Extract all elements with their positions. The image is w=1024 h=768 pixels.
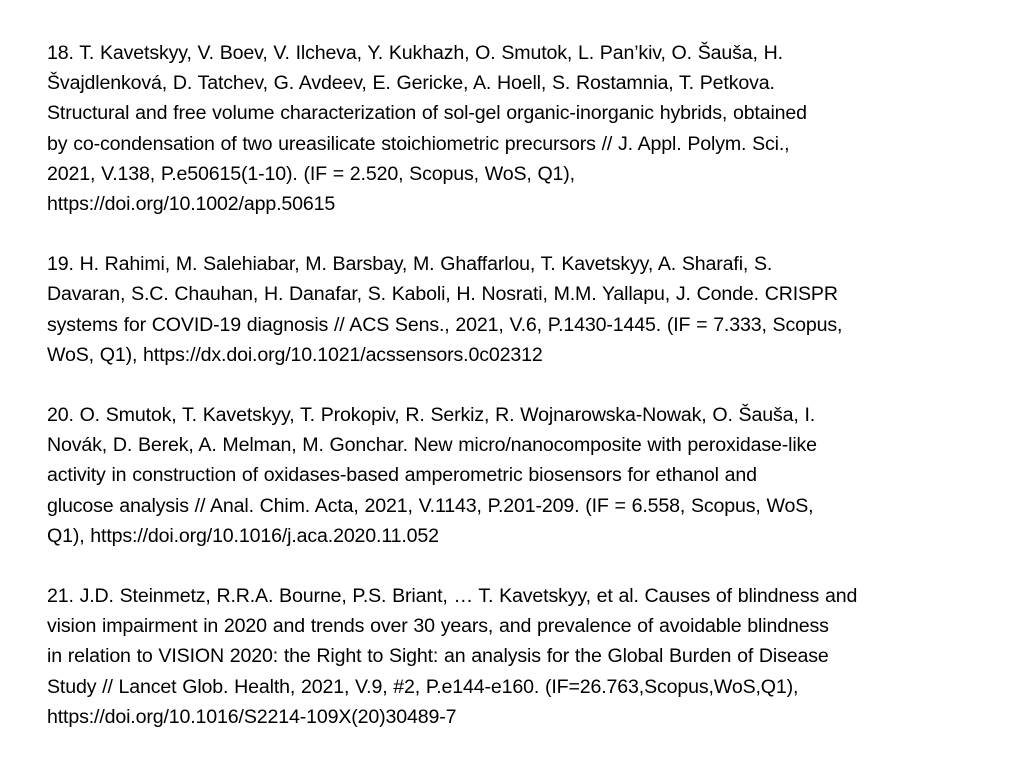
reference-line: 2021, V.138, P.e50615(1-10). (IF = 2.520, Scopus, WoS, Q1), — [47, 162, 575, 185]
reference-item-18 — [47, 38, 997, 219]
reference-line: glucose analysis // Anal. Chim. Acta, 2021, V.1143, P.201-209. (IF = 6.558, Scopus, WoS, — [47, 494, 814, 517]
reference-item-20 — [47, 400, 997, 551]
reference-line: in relation to VISION 2020: the Right to Sight: an analysis for the Global Burden of Disease — [47, 645, 829, 668]
reference-line: vision impairment in 2020 and trends over 30 years, and prevalence of avoidable blindness — [47, 615, 829, 638]
reference-line: Davaran, S.C. Chauhan, H. Danafar, S. Kaboli, H. Nosrati, M.M. Yallapu, J. Conde. CRISPR — [47, 283, 838, 306]
reference-line: systems for COVID-19 diagnosis // ACS Sens., 2021, V.6, P.1430-1445. (IF = 7.333, Scopus, — [47, 313, 843, 336]
reference-line: Study // Lancet Glob. Health, 2021, V.9, #2, P.e144-e160. (IF=26.763,Scopus,WoS,Q1), — [47, 675, 799, 698]
reference-line: Structural and free volume characterization of sol-gel organic-inorganic hybrids, obtained — [47, 102, 807, 125]
reference-item-21 — [47, 581, 997, 732]
reference-line: 19. H. Rahimi, M. Salehiabar, M. Barsbay, M. Ghaffarlou, T. Kavetskyy, A. Sharafi, S. — [47, 253, 773, 276]
reference-line: by co-condensation of two ureasilicate stoichiometric precursors // J. Appl. Polym. Sci., — [47, 132, 790, 155]
reference-doi-line: Q1), https://doi.org/10.1016/j.aca.2020.11.052 — [47, 524, 439, 547]
reference-line: 20. O. Smutok, T. Kavetskyy, T. Prokopiv, R. Serkiz, R. Wojnarowska-Nowak, O. Šauša, I. — [47, 404, 816, 427]
reference-doi-line: https://doi.org/10.1002/app.50615 — [47, 193, 336, 216]
reference-doi-line: WoS, Q1), https://dx.doi.org/10.1021/acssensors.0c02312 — [47, 343, 543, 366]
reference-doi-line: https://doi.org/10.1016/S2214-109X(20)30489-7 — [47, 705, 457, 728]
reference-item-19 — [47, 249, 997, 370]
reference-line: Švajdlenková, D. Tatchev, G. Avdeev, E. Gericke, A. Hoell, S. Rostamnia, T. Petkova. — [47, 72, 775, 95]
reference-line: activity in construction of oxidases-based amperometric biosensors for ethanol and — [47, 464, 757, 487]
reference-line: Novák, D. Berek, A. Melman, M. Gonchar. New micro/nanocomposite with peroxidase-like — [47, 434, 817, 457]
reference-line: 18. T. Kavetskyy, V. Boev, V. Ilcheva, Y. Kukhazh, O. Smutok, L. Pan’kiv, O. Šauša, H. — [47, 42, 783, 64]
reference-line: 21. J.D. Steinmetz, R.R.A. Bourne, P.S. Briant, … T. Kavetskyy, et al. Causes of blindness and — [47, 585, 858, 608]
reference-list — [47, 38, 997, 732]
